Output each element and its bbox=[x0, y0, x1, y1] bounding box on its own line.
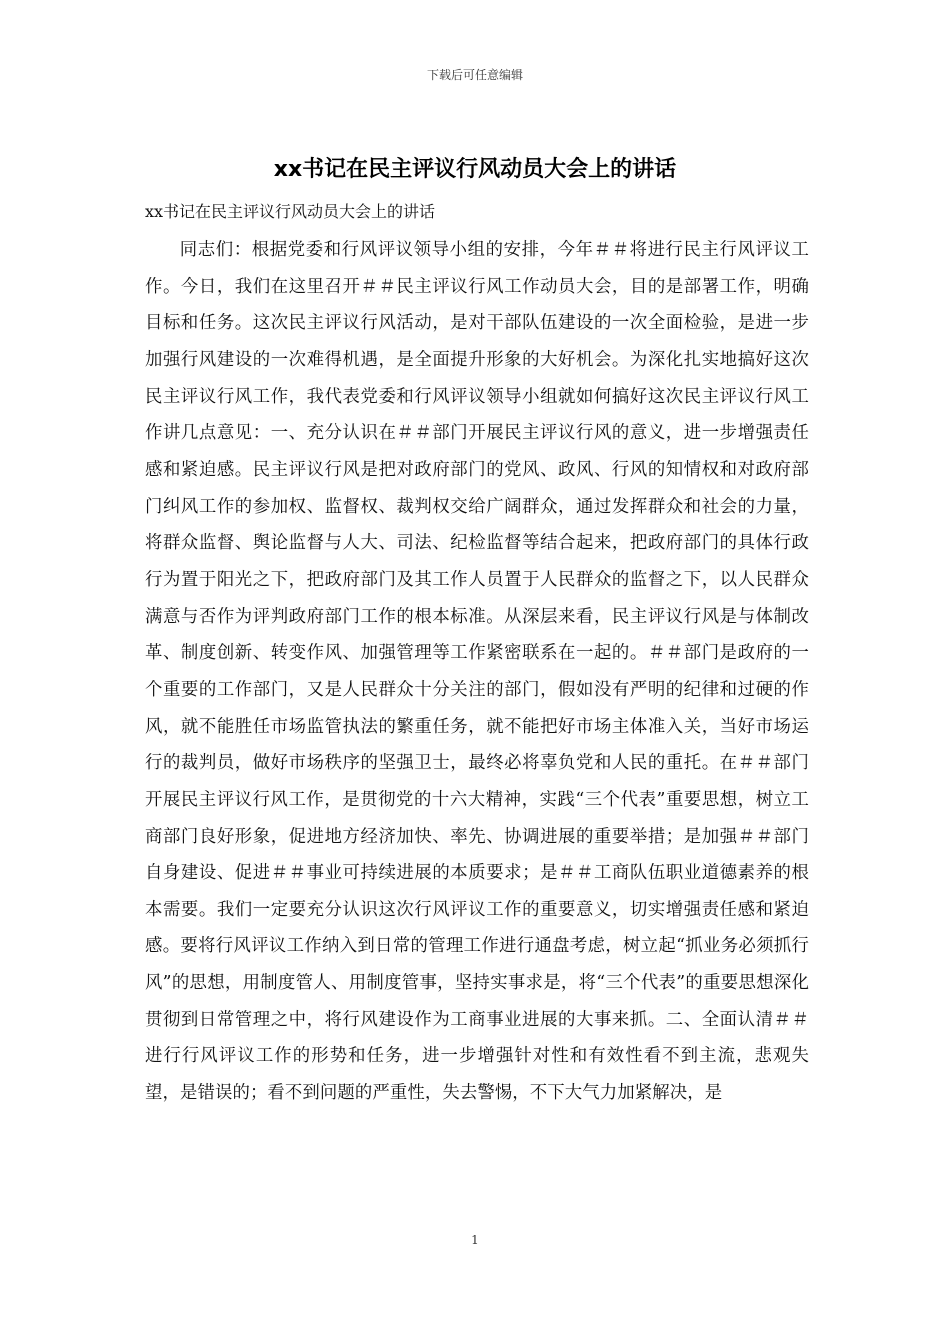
page-number: 1 bbox=[471, 1233, 479, 1247]
body-paragraph: 同志们：根据党委和行风评议领导小组的安排，今年＃＃将进行民主行风评议工作。今日，我们在这里召开＃＃民主评议行风工作动员大会，目的是部署工作，明确目标和任务。这次民主评议行风活动，是对干部队伍建设的一次全面检验，是进一步加强行风建设的一次难得机遇，是全面提升形象的大好机会。为深化扎实地搞好这次民主评议行风工作，我代表党委和行风评议领导小组就如何搞好这次民主评议行风工作讲几点意见：一、充分认识在＃＃部门开展民主评议行风的意义，进一步增强责任感和紧迫感。民主评议行风是把对政府部门的党风、政风、行风的知情权和对政府部门纠风工作的参加权、监督权、裁判权交给广阔群众，通过发挥群众和社会的力量，将群众监督、舆论监督与人大、司法、纪检监督等结合起来，把政府部门的具体行政行为置于阳光之下，把政府部门及其工作人员置于人民群众的监督之下，以人民群众满意与否作为评判政府部门工作的根本标准。从深层来看，民主评议行风是与体制改革、制度创新、转变作风、加强管理等工作紧密联系在一起的。＃＃部门是政府的一个重要的工作部门，又是人民群众十分关注的部门，假如没有严明的纪律和过硬的作风，就不能胜任市场监管执法的繁重任务，就不能把好市场主体准入关，当好市场运行的裁判员，做好市场秩序的坚强卫士，最终必将辜负党和人民的重托。在＃＃部门开展民主评议行风工作，是贯彻党的十六大精神，实践“三个代表”重要思想，树立工商部门良好形象，促进地方经济加快、率先、协调进展的重要举措；是加强＃＃部门自身建设、促进＃＃事业可持续进展的本质要求；是＃＃工商队伍职业道德素养的根本需要。我们一定要充分认识这次行风评议工作的重要意义，切实增强责任感和紧迫感。要将行风评议工作纳入到日常的管理工作进行通盘考虑，树立起“抓业务必须抓行风”的思想，用制度管人、用制度管事，坚持实事求是，将“三个代表”的重要思想深化贯彻到日常管理之中，将行风建设作为工商事业进展的大事来抓。二、全面认清＃＃进行行风评议工作的形势和任务，进一步增强针对性和有效性看不到主流，悲观失望，是错误的；看不到问题的严重性，失去警惕，不下大气力加紧解决，是 bbox=[145, 240, 809, 1104]
document-subtitle: xx书记在民主评议行风动员大会上的讲话 bbox=[145, 202, 436, 221]
page-header: 下载后可任意编辑 bbox=[426, 68, 523, 82]
document-title: xx书记在民主评议行风动员大会上的讲话 bbox=[273, 157, 677, 182]
